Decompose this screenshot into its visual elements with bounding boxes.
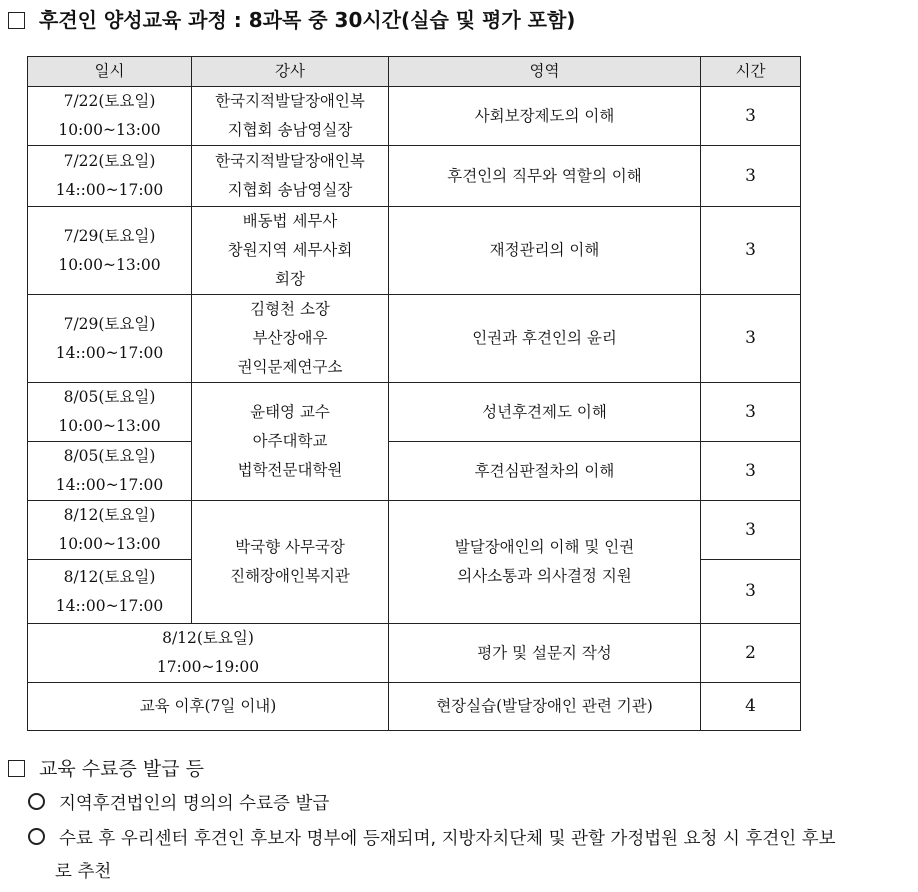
area-cell: 후견인의 직무와 역할의 이해 [389,146,701,207]
bullet-text: 지역후견법인의 명의의 수료증 발급 [59,794,330,814]
bullet-item [28,825,836,850]
lecturer-cell: 한국지적발달장애인복 지협회 송남영실장 [192,146,389,207]
checkbox-icon [8,760,25,777]
date-cell: 8/12(토요일) 17:00~19:00 [28,624,389,683]
header-hours: 시간 [701,57,801,87]
table-header-row [28,57,801,87]
lecturer-cell: 김형천 소장 부산장애우 권익문제연구소 [192,295,389,383]
date-cell: 7/29(토요일) 10:00~13:00 [28,207,192,295]
date-cell: 7/22(토요일) 14::00~17:00 [28,146,192,207]
lecturer-cell: 한국지적발달장애인복 지협회 송남영실장 [192,87,389,146]
hours-cell: 4 [701,683,801,731]
section-heading-course [8,4,575,33]
course-title: 후견인 양성교육 과정 : 8과목 중 30시간(실습 및 평가 포함) [39,8,576,32]
area-cell: 사회보장제도의 이해 [389,87,701,146]
date-cell: 7/29(토요일) 14::00~17:00 [28,295,192,383]
table-row [28,87,801,146]
header-lecturer: 강사 [192,57,389,87]
date-cell: 8/05(토요일) 14::00~17:00 [28,442,192,501]
table-row [28,207,801,295]
date-cell: 7/22(토요일) 10:00~13:00 [28,87,192,146]
area-cell: 재정관리의 이해 [389,207,701,295]
date-cell: 8/05(토요일) 10:00~13:00 [28,383,192,442]
header-area: 영역 [389,57,701,87]
table-row [28,383,801,442]
bullet-text: 수료 후 우리센터 후견인 후보자 명부에 등재되며, 지방자치단체 및 관할 가정법원 요청 시 후견인 후보 [59,829,836,849]
hours-cell: 3 [701,146,801,207]
lecturer-cell: 윤태영 교수 아주대학교 법학전문대학원 [192,383,389,501]
hours-cell: 3 [701,560,801,624]
hours-cell: 3 [701,207,801,295]
table-row [28,295,801,383]
certificate-title: 교육 수료증 발급 등 [39,758,204,780]
section-heading-certificate [8,754,204,781]
area-cell: 평가 및 설문지 작성 [389,624,701,683]
hours-cell: 3 [701,383,801,442]
hours-cell: 3 [701,87,801,146]
table-row [28,501,801,560]
area-cell: 인권과 후견인의 윤리 [389,295,701,383]
table-row [28,442,801,501]
checkbox-icon [8,12,25,29]
table-row [28,624,801,683]
circle-bullet-icon [28,793,45,810]
table-row [28,146,801,207]
date-cell: 8/12(토요일) 10:00~13:00 [28,501,192,560]
area-cell: 발달장애인의 이해 및 인권 의사소통과 의사결정 지원 [389,501,701,624]
date-cell: 8/12(토요일) 14::00~17:00 [28,560,192,624]
schedule-table [27,56,801,731]
area-cell: 성년후견제도 이해 [389,383,701,442]
bullet-text-continued: 로 추천 [55,862,112,882]
date-cell: 교육 이후(7일 이내) [28,683,389,731]
bullet-item [28,790,329,815]
lecturer-cell: 박국향 사무국장 진해장애인복지관 [192,501,389,624]
hours-cell: 3 [701,501,801,560]
hours-cell: 3 [701,442,801,501]
header-date: 일시 [28,57,192,87]
area-cell: 현장실습(발달장애인 관련 기관) [389,683,701,731]
hours-cell: 3 [701,295,801,383]
area-cell: 후견심판절차의 이해 [389,442,701,501]
lecturer-cell: 배동법 세무사 창원지역 세무사회 회장 [192,207,389,295]
circle-bullet-icon [28,828,45,845]
table-row [28,683,801,731]
hours-cell: 2 [701,624,801,683]
